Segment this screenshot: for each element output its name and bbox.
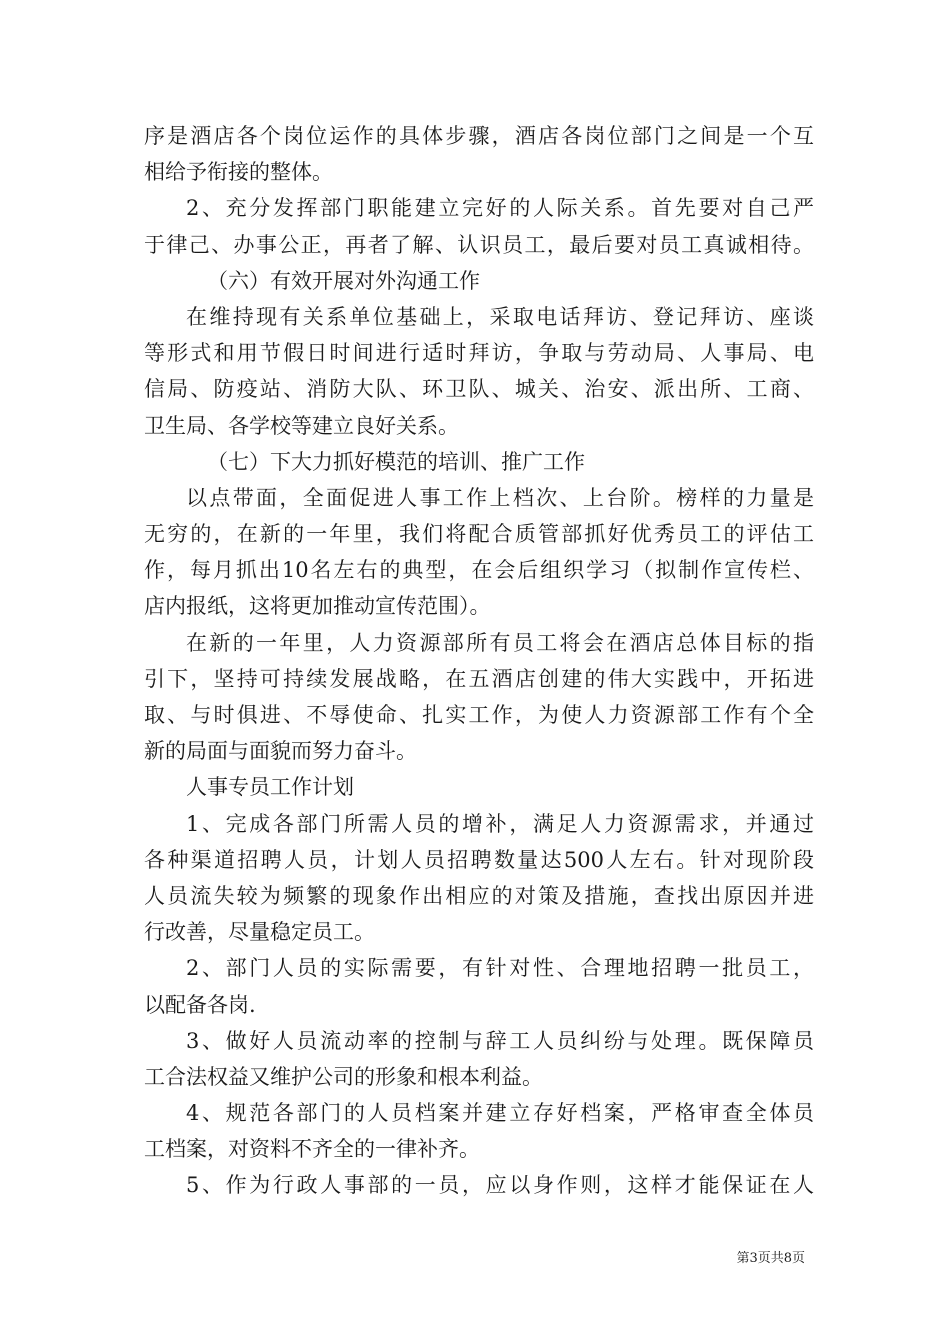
text-line: 以配备各岗. xyxy=(144,992,256,1017)
text-line: 等形式和用节假日时间进行适时拜访，争取与劳动局、人事局、电 xyxy=(144,341,814,366)
text-line: 于律己、办事公正，再者了解、认识员工，最后要对员工真诚相待。 xyxy=(144,232,814,257)
text-line: 工档案，对资料不齐全的一律补齐。 xyxy=(144,1137,480,1162)
text-line: 序是酒店各个岗位运作的具体步骤，酒店各岗位部门之间是一个互 xyxy=(144,124,814,148)
text-line: 5、作为行政人事部的一员，应以身作则，这样才能保证在人 xyxy=(186,1173,814,1198)
text-line: 人员流失较为频繁的现象作出相应的对策及措施，查找出原因并进 xyxy=(144,883,814,908)
text-line: 4、规范各部门的人员档案并建立存好档案，严格审查全体员 xyxy=(186,1101,814,1126)
text-line: 无穷的，在新的一年里，我们将配合质管部抓好优秀员工的评估工 xyxy=(144,522,814,547)
text-line: 信局、防疫站、消防大队、环卫队、城关、治安、派出所、工商、 xyxy=(144,377,814,402)
text-line: 相给予衔接的整体。 xyxy=(144,160,333,185)
text-line: 1、完成各部门所需人员的增补，满足人力资源需求，并通过 xyxy=(186,811,814,836)
text-line: 2、充分发挥部门职能建立完好的人际关系。首先要对自己严 xyxy=(186,196,814,221)
text-line: 取、与时俱进、不辱使命、扎实工作，为使人力资源部工作有个全 xyxy=(144,703,814,727)
text-line: 工合法权益又维护公司的形象和根本利益。 xyxy=(144,1064,543,1089)
section-heading: 人事专员工作计划 xyxy=(186,775,354,800)
text-line: 在新的一年里，人力资源部所有员工将会在酒店总体目标的指 xyxy=(186,630,814,655)
text-line: 2、部门人员的实际需要，有针对性、合理地招聘一批员工， xyxy=(186,956,814,981)
text-line: 行改善，尽量稳定员工。 xyxy=(144,920,375,945)
text-line: 各种渠道招聘人员，计划人员招聘数量达500人左右。针对现阶段 xyxy=(144,847,814,872)
body-text xyxy=(144,118,814,1204)
text-line: 3、做好人员流动率的控制与辞工人员纠纷与处理。既保障员 xyxy=(186,1028,814,1053)
text-line: 店内报纸，这将更加推动宣传范围）。 xyxy=(144,594,491,619)
page-number: 第3页共8页 xyxy=(736,1251,805,1266)
text-line: 以点带面，全面促进人事工作上档次、上台阶。榜样的力量是 xyxy=(186,485,814,510)
text-line: 作，每月抓出10名左右的典型，在会后组织学习（拟制作宣传栏、 xyxy=(144,558,814,583)
section-heading: （七）下大力抓好模范的培训、推广工作 xyxy=(207,449,585,474)
text-line: 卫生局、各学校等建立良好关系。 xyxy=(144,413,459,438)
text-line: 新的局面与面貌而努力奋斗。 xyxy=(144,739,417,764)
text-line: 在维持现有关系单位基础上，采取电话拜访、登记拜访、座谈 xyxy=(186,304,814,329)
section-heading: （六）有效开展对外沟通工作 xyxy=(207,268,480,293)
text-line: 引下，坚持可持续发展战略，在五酒店创建的伟大实践中，开拓进 xyxy=(144,666,814,691)
